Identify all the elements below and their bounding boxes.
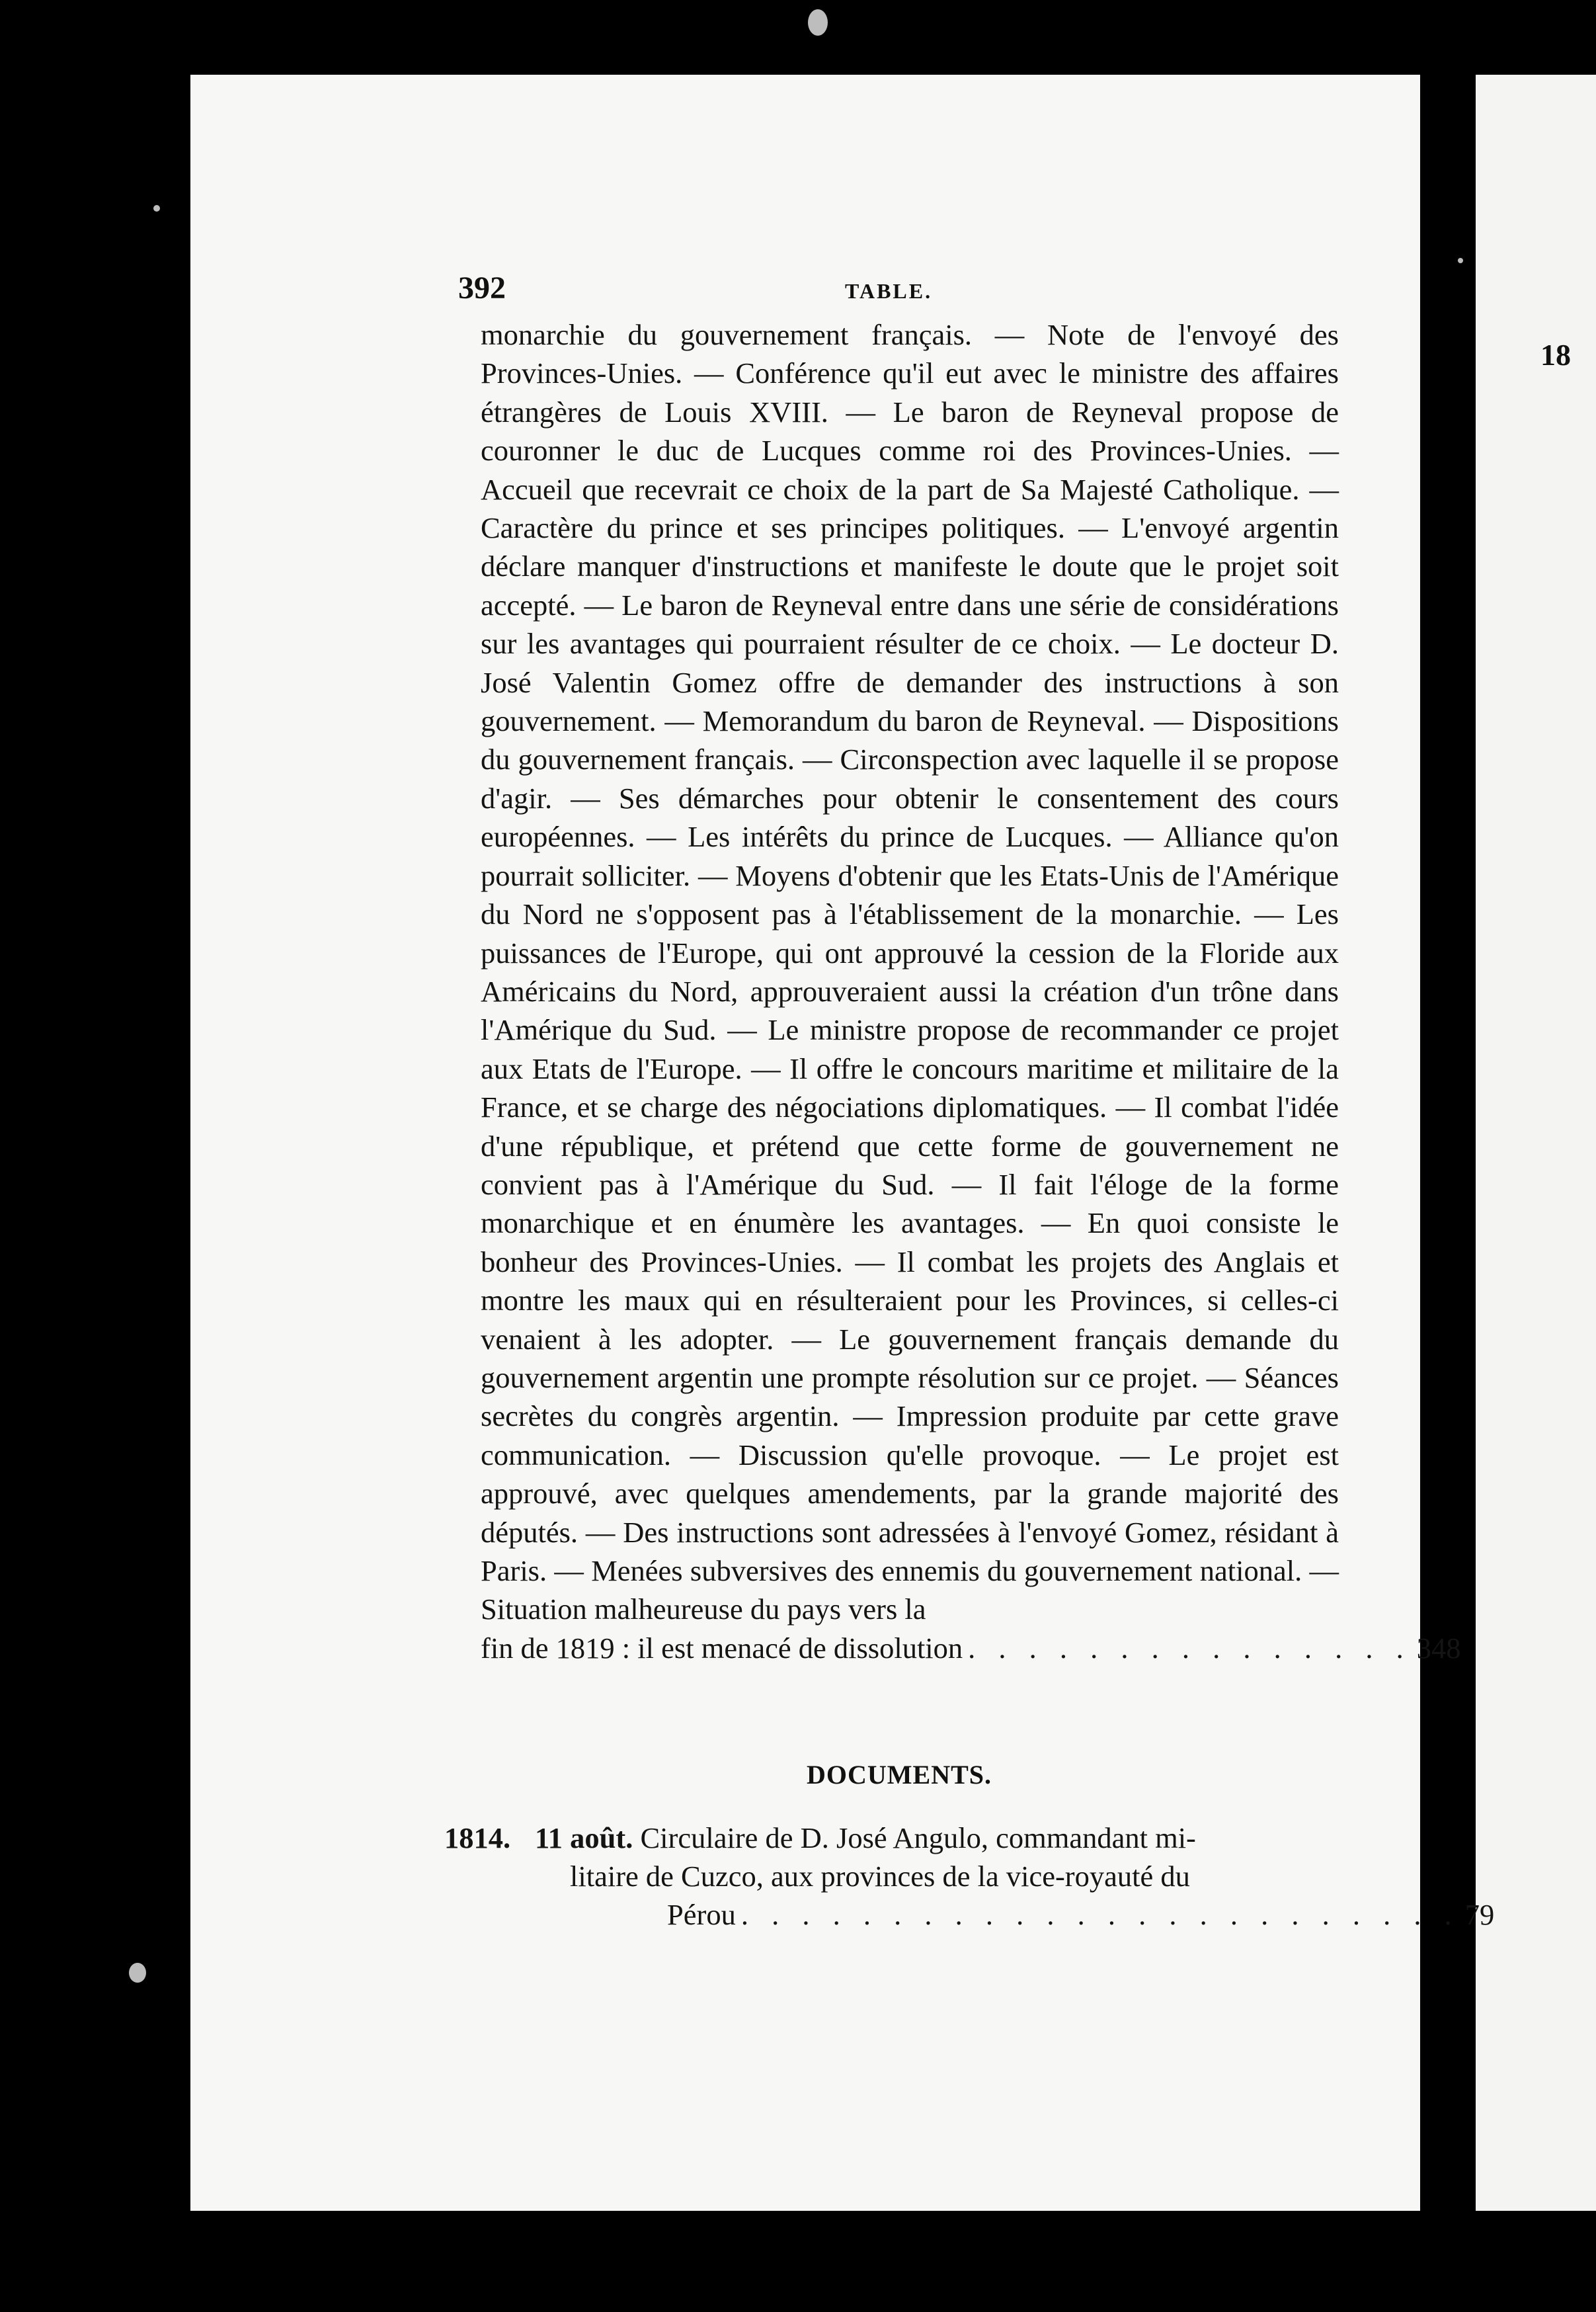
page-number: 392 [458,270,506,306]
document-year: 1814. [444,1821,511,1854]
document-line-2: litaire de Cuzco, aux provinces de la vice-royauté du [570,1860,1190,1893]
facing-page-fragment: 18 [1540,338,1571,372]
document-last-line-text: Pérou [667,1898,736,1931]
summary-last-line [481,1629,1461,1667]
table-entry-summary [481,315,1461,1667]
document-line-1 [535,1819,1335,1857]
running-head [458,270,1357,310]
page-reference: 348 [1416,1631,1461,1665]
dot-leader: . . . . . . . . . . . . . . . [968,1631,1412,1665]
scan-speck [129,1963,146,1983]
document-text-1: Circulaire de D. José Angulo, commandant mi- [640,1821,1196,1854]
document-page-reference: 79 [1464,1898,1495,1931]
scan-speck [808,9,828,36]
document-description [535,1819,1495,1934]
facing-page-edge [1476,75,1596,2211]
document-last-line [535,1895,1495,1934]
document-dot-leader: . . . . . . . . . . . . . . . . . . . . . . . . [740,1898,1460,1931]
running-title: TABLE. [845,279,933,303]
summary-paragraph: monarchie du gouvernement français. — Note de l'envoyé des Provinces-Unies. — Conférence qu'il eut avec le ministre des affaires étrangères de Louis XVIII. — Le baron de Reyneval propose de couronner le duc de Lucques comme roi des Provinces-Unies. — Accueil que recevrait ce choix de la part de Sa Majesté Catholique. — Caractère du prince et ses principes politiques. — L'envoyé argentin déclare manquer d'instructions et manifeste le doute que le projet soit accepté. — Le baron de Reyneval entre dans une série de considérations sur les avantages qui pourraient résulter de ce choix. — Le docteur D. José Valentin Gomez offre de demander des instructions à son gouvernement. — Memorandum du baron de Reyneval. — Dispositions du gouvernement français. — Circonspection avec laquelle il se propose d'agir. — Ses démarches pour obtenir le consentement des cours européennes. — Les intérêts du prince de Lucques. — Alliance qu'on pourrait solliciter. — Moyens d'obtenir que les Etats-Unis de l'Amérique du Nord ne s'opposent pas à l'établissement de la monarchie. — Les puissances de l'Europe, qui ont approuvé la cession de la Floride aux Américains du Nord, approuveraient aussi la création d'un trône dans l'Amérique du Sud. — Le ministre propose de recommander ce projet aux Etats de l'Europe. — Il offre le concours maritime et militaire de la France, et se charge des négociations diplomatiques. — Il combat l'idée d'une république, et prétend que cette forme de gouvernement ne convient pas à l'Amérique du Sud. — Il fait l'éloge de la forme monarchique et en énumère les avantages. — En quoi consiste le bonheur des Provinces-Unies. — Il combat les projets des Anglais et montre les maux qui en résulteraient pour les Provinces, si celles-ci venaient à les adopter. — Le gouvernement français demande du gouvernement argentin une prompte résolution sur ce projet. — Séances secrètes du congrès argentin. — Impression produite par cette grave communication. — Discussion qu'elle provoque. — Le projet est approuvé, avec quelques amendements, par la grande majorité des députés. — Des instructions sont adressées à l'envoyé Gomez, résidant à Paris. — Menées subversives des ennemis du gouvernement national. — Situation malheureuse du pays vers la [481,318,1339,1626]
scan-speck [1458,258,1463,263]
document-date: 11 août. [535,1821,633,1854]
documents-heading: DOCUMENTS. [807,1760,992,1790]
summary-last-line-text: fin de 1819 : il est menacé de dissolution [481,1631,963,1665]
scan-speck [153,205,160,212]
